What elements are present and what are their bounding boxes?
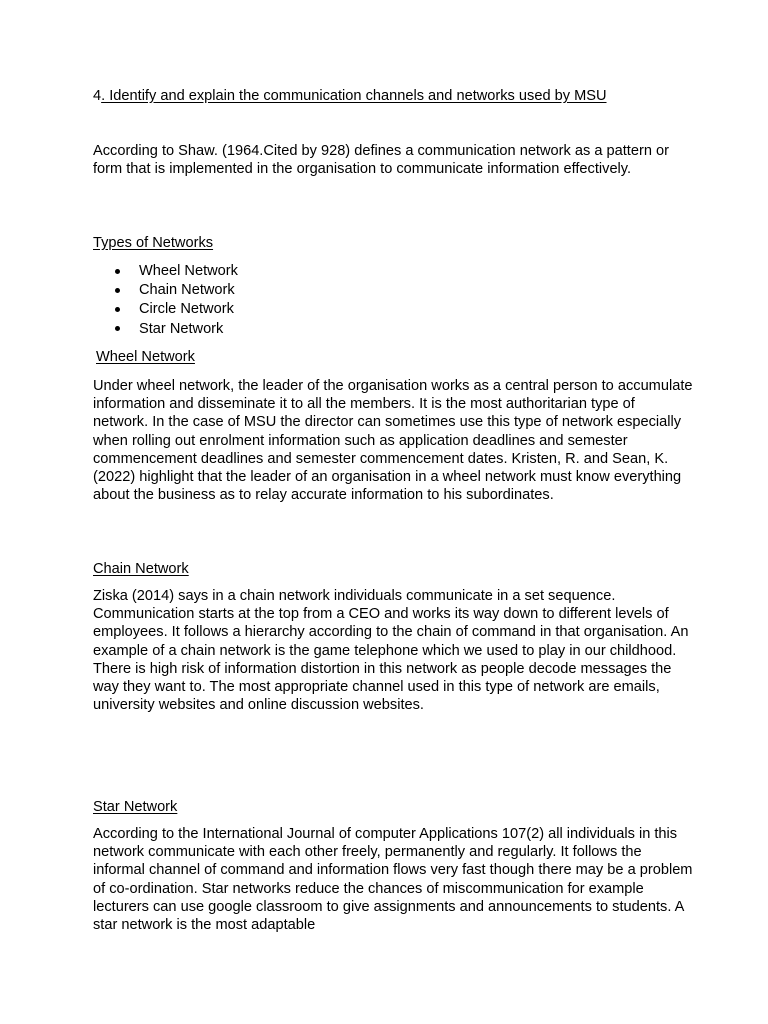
heading-number: 4 [93, 88, 102, 104]
wheel-heading: Wheel Network [96, 349, 195, 365]
chain-paragraph: Ziska (2014) says in a chain network individuals communicate in a set sequence. Communication starts at the top from a CEO and works its way down to different levels of employees. It follows a hierarchy according to the chain of command in that organisation. An example of a chain network is the game telephone which we used to play in our childhood. There is high risk of information distortion in this network as people decode messages the way they want to. The most appropriate channel used in this type of network are emails, university websites and online discussion websites. [93, 588, 689, 714]
list-item: Circle Network [93, 300, 693, 319]
star-paragraph: According to the International Journal of computer Applications 107(2) all individuals in this network communicate with each other freely, permanently and regularly. It follows the informal channel of command and information flows very fast though there may be a problem of co-ordination. Star networks reduce the chances of miscommunication for example lecturers can use google classroom to give assignments and announcements to students. A star network is the most adaptable [93, 826, 693, 934]
chain-heading: Chain Network [93, 561, 189, 577]
types-heading: Types of Networks [93, 235, 214, 251]
wheel-paragraph: Under wheel network, the leader of the organisation works as a central person to accumulate information and disseminate it to all the members. It is the most authoritarian type of network. In the case of MSU the director can sometimes use this type of network especially when rolling out enrolment information such as application deadlines and semester commencement deadlines and semester commencement dates. Kristen, R. and Sean, K. (2022) highlight that the leader of an organisation in a wheel network must know everything about the business as to relay accurate information to his subordinates. [93, 378, 693, 504]
bullet-icon [115, 326, 120, 331]
list-item: Wheel Network [93, 262, 693, 281]
bullet-icon [115, 269, 120, 274]
star-heading: Star Network [93, 799, 178, 815]
intro-paragraph: According to Shaw. (1964.Cited by 928) defines a communication network as a pattern or form that is implemented in the organisation to communicate information effectively. [93, 143, 669, 178]
bullet-icon [115, 307, 120, 312]
list-item: Chain Network [93, 281, 693, 300]
section-heading [93, 87, 693, 105]
bullet-icon [115, 288, 120, 293]
heading-text: . Identify and explain the communication channels and networks used by MSU [101, 88, 607, 104]
list-item: Star Network [93, 320, 693, 339]
network-types-list [93, 262, 693, 339]
